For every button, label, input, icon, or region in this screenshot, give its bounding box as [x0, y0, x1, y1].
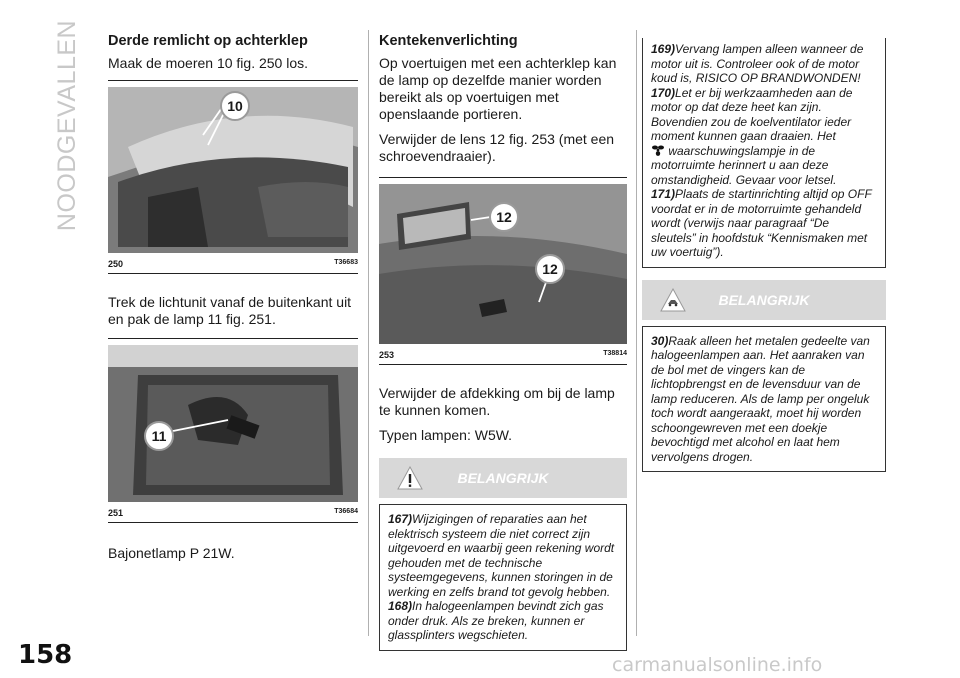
- note-number: 170): [651, 85, 676, 100]
- figure-253: [379, 177, 627, 365]
- callout-10: 10: [220, 91, 250, 121]
- paragraph: Bajonetlamp P 21W.: [108, 545, 235, 561]
- figure-number: 251: [108, 508, 124, 518]
- warning-box: [379, 458, 627, 651]
- warning-body: [379, 504, 627, 651]
- fan-icon: [651, 144, 665, 156]
- paragraph: Op voertuigen met een achterklep kan de lamp op dezelfde manier worden bereikt als op voertuigen met openslaande portieren.: [379, 55, 617, 122]
- notes-box: [642, 38, 886, 268]
- note-number: 30): [651, 333, 669, 348]
- paragraph: Maak de moeren 10 fig. 250 los.: [108, 55, 309, 71]
- column-3: [642, 38, 886, 472]
- note-text: Vervang lampen alleen wanneer de motor uit is. Controleer ook of de motor koud is, RISICO OP BRANDWONDEN!: [651, 42, 864, 85]
- figure-code: T38814: [603, 350, 627, 357]
- callout-12-upper: 12: [489, 202, 519, 232]
- callout-11: 11: [144, 421, 174, 451]
- figure-number: 250: [108, 259, 124, 269]
- figure-250-caption: [108, 259, 358, 269]
- note-text: Raak alleen het metalen gedeelte van halogeenlampen aan. Het aanraken van de bol met de vingers kan de lichtopbrengst en de levensduur van de lamp reduceren. Als de lamp per ongeluk toch wordt aangeraakt, moet hij worden schoongewreven met een doekje bevochtigd met alcohol en laat hem vervolgens drogen.: [651, 333, 870, 464]
- figure-250: [108, 80, 358, 274]
- note-number: 171): [651, 187, 676, 201]
- paragraph: Typen lampen: W5W.: [379, 427, 513, 443]
- note-text: In halogeenlampen bevindt zich gas onder druk. Als ze breken, kunnen er glassplinters wegschieten.: [388, 599, 604, 642]
- figure-code: T36683: [334, 259, 358, 266]
- warning-triangle-icon: [660, 288, 686, 312]
- note-text: Wijzigingen of reparaties aan het elektrisch systeem die niet correct zijn uitgevoerd en waarbij geen rekening wordt gehouden met de technische systeemgegevens, kunnen storingen in de werking en zelfs brand tot gevolg hebben.: [388, 512, 615, 599]
- figure-253-caption: [379, 350, 627, 360]
- figure-code: T36684: [334, 508, 358, 515]
- section-title-text: NOODGEVALLEN: [53, 19, 82, 231]
- paragraph: Verwijder de afdekking om bij de lamp te kunnen komen.: [379, 385, 615, 418]
- heading-license-plate-light: Kentekenverlichting: [379, 33, 518, 49]
- paragraph: Verwijder de lens 12 fig. 253 (met een schroevendraaier).: [379, 131, 615, 164]
- heading-third-brake-light: Derde remlicht op achterklep: [108, 33, 308, 49]
- note-number: 168): [388, 599, 413, 613]
- figure-253-image: [379, 184, 627, 344]
- warning-header: [642, 280, 886, 320]
- figure-250-image: [108, 87, 358, 253]
- warning-body: [642, 326, 886, 473]
- paragraph: Trek de lichtunit vanaf de buitenkant uit en pak de lamp 11 fig. 251.: [108, 294, 352, 327]
- column-1: [108, 33, 358, 570]
- figure-251-caption: [108, 508, 358, 518]
- note-text: Let er bij werkzaamheden aan de motor op dat deze heet kan zijn. Bovendien zou de koelventilator ieder moment kunnen gaan draaien. Het: [651, 85, 853, 143]
- figure-251-image: [108, 345, 358, 502]
- page-number: 158: [18, 640, 73, 670]
- column-2: [379, 33, 627, 651]
- figure-251: [108, 338, 358, 523]
- note-number: 167): [388, 512, 413, 526]
- warning-title: BELANGRIJK: [718, 291, 810, 308]
- watermark: carmanualsonline.info: [612, 654, 823, 676]
- callout-12-lower: 12: [535, 254, 565, 284]
- warning-title: BELANGRIJK: [457, 470, 549, 486]
- warning-box: [642, 280, 886, 473]
- note-text: waarschuwingslampje in de motorruimte herinnert u aan deze omstandigheid. Gevaar voor letsel.: [651, 143, 837, 187]
- warning-header: [379, 458, 627, 498]
- column-divider: [368, 30, 369, 636]
- note-number: 169): [651, 42, 676, 56]
- warning-triangle-icon: [397, 466, 423, 490]
- note-text: Plaats de startinrichting altijd op OFF voordat er in de motorruimte gehandeld wordt (verwijs naar paragraaf “De sleutels” in hoofdstuk “Kennismaken met uw voertuig”).: [651, 187, 872, 259]
- column-divider: [636, 30, 637, 636]
- section-title: [38, 19, 98, 231]
- figure-number: 253: [379, 350, 395, 360]
